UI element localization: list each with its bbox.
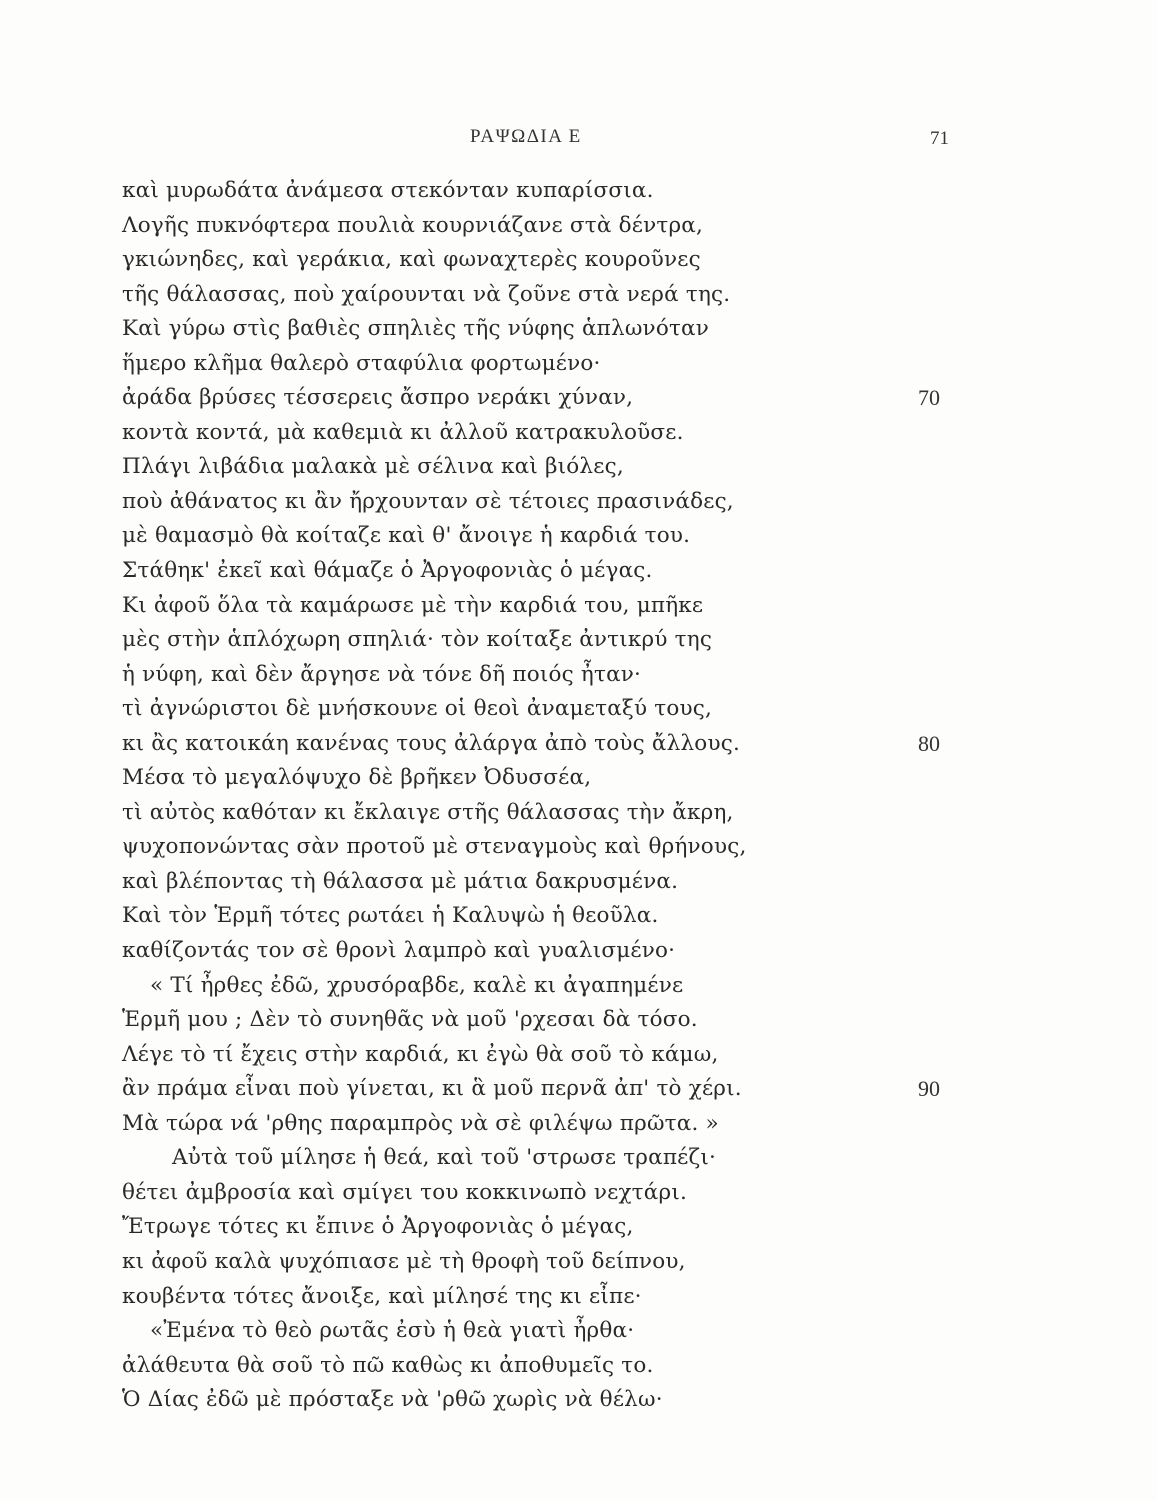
verse-text: μὲ θαμασμὸ θὰ κοίταζε καὶ θ' ἄνοιγε ἡ καρδιά του. [122,523,691,549]
verse-line [0,416,1157,451]
verse-line [0,485,1157,520]
verse-line [0,1038,1157,1073]
verse-text: κοντὰ κοντά, μὰ καθεμιὰ κι ἀλλοῦ κατρακυλοῦσε. [122,419,684,445]
verse-text: « Τί ἦρθες ἐδῶ, χρυσόραβδε, καλὲ κι ἀγαπημένε [150,972,684,998]
verse-text: Καὶ γύρω στὶς βαθιὲς σπηλιὲς τῆς νύφης ἁπλωνόταν [122,316,710,342]
verse-line [0,1349,1157,1384]
verse-line [0,1280,1157,1315]
verse-text: τὶ αὐτὸς καθόταν κι ἔκλαιγε στῆς θάλασσας τὴν ἄκρη, [122,799,734,825]
running-title: ΡΑΨΩΔΙΑ Ε [470,126,582,147]
verse-line [0,589,1157,624]
verse-line [0,830,1157,865]
verse-line [0,450,1157,485]
verse-text: Αὐτὰ τοῦ μίλησε ἡ θεά, καὶ τοῦ 'στρωσε τραπέζι· [172,1145,717,1171]
verse-text: καθίζοντάς τον σὲ θρονὶ λαμπρὸ καὶ γυαλισμένο· [122,938,676,964]
verse-text: Λέγε τὸ τί ἔχεις στὴν καρδιά, κι ἐγὼ θὰ σοῦ τὸ κάμω, [122,1041,719,1067]
verse-line [0,278,1157,313]
verse-text: Ἑρμῆ μου ; Δὲν τὸ συνηθᾶς νὰ μοῦ 'ρχεσαι δὰ τόσο. [122,1007,698,1033]
verse-text: ἀράδα βρύσες τέσσερεις ἄσπρο νεράκι χύναν, [122,385,634,411]
verse-line [0,1245,1157,1280]
verse-line [0,174,1157,209]
verse-line [0,1003,1157,1038]
verse-line [0,381,1157,416]
verse-text: τὶ ἀγνώριστοι δὲ μνήσκουνε οἱ θεοὶ ἀναμεταξύ τους, [122,696,713,722]
verse-text: γκιώνηδες, καὶ γεράκια, καὶ φωναχτερὲς κουροῦνες [122,247,701,273]
verse-text: καὶ μυρωδάτα ἀνάμεσα στεκόνταν κυπαρίσσια. [122,178,654,203]
verse-text: κι ἂς κατοικάη κανένας τους ἀλάργα ἀπὸ τοὺς ἄλλους. [122,730,740,756]
verse-text: κουβέντα τότες ἄνοιξε, καὶ μίλησέ της κι εἶπε· [122,1283,642,1309]
verse-line [0,969,1157,1004]
verse-line [0,519,1157,554]
verse-text: Στάθηκ' ἐκεῖ καὶ θάμαζε ὁ Ἀργοφονιὰς ὁ μέγας. [122,558,653,584]
verse-text: Μέσα τὸ μεγαλόψυχο δὲ βρῆκεν Ὀδυσσέα, [122,765,592,791]
verse-text: τῆς θάλασσας, ποὺ χαίρουνται νὰ ζοῦνε στὰ νερά της. [122,281,731,307]
verse-line [0,865,1157,900]
verse-text: ποὺ ἀθάνατος κι ἂν ἤρχουνταν σὲ τέτοιες πρασινάδες, [122,488,734,514]
verse-text: Ὁ Δίας ἐδῶ μὲ πρόσταξε νὰ 'ρθῶ χωρὶς νὰ θέλω· [122,1387,663,1413]
verse-text: ἡ νύφη, καὶ δὲν ἄργησε νὰ τόνε δῆ ποιός ἦταν· [122,661,642,687]
verse-line [0,1107,1157,1142]
verse-line [0,1314,1157,1349]
verse-text: ἂν πράμα εἶναι ποὺ γίνεται, κι ἃ μοῦ περνᾶ ἀπ' τὸ χέρι. [122,1076,742,1102]
verse-line [0,899,1157,934]
line-number: 70 [918,385,940,411]
verse-text: ψυχοπονώντας σὰν προτοῦ μὲ στεναγμοὺς καὶ θρήνους, [122,834,747,860]
verse-text: Καὶ τὸν Ἑρμῆ τότες ρωτάει ἡ Καλυψὼ ἡ θεοῦλα. [122,903,659,929]
page-number: 71 [930,128,949,149]
verse-line [0,243,1157,278]
verse-line [0,692,1157,727]
verse-line [0,727,1157,762]
verse-line [0,761,1157,796]
line-number: 90 [918,1076,940,1102]
verse-line [0,1176,1157,1211]
verse-text: Ἔτρωγε τότες κι ἔπινε ὁ Ἀργοφονιὰς ὁ μέγας, [122,1214,634,1240]
verse-line [0,658,1157,693]
verse-text: ἀλάθευτα θὰ σοῦ τὸ πῶ καθὼς κι ἀποθυμεῖς το. [122,1352,654,1378]
verse-line [0,1383,1157,1418]
verse-line [0,1072,1157,1107]
verse-line [0,209,1157,244]
verse-line [0,1141,1157,1176]
verse-text: Κι ἀφοῦ ὅλα τὰ καμάρωσε μὲ τὴν καρδιά του, μπῆκε [122,592,704,618]
verse-text: Πλάγι λιβάδια μαλακὰ μὲ σέλινα καὶ βιόλες, [122,454,624,480]
verse-line [0,312,1157,347]
verse-line [0,1210,1157,1245]
verse-line [0,623,1157,658]
verse-line [0,347,1157,382]
verse-text: καὶ βλέποντας τὴ θάλασσα μὲ μάτια δακρυσμένα. [122,868,679,894]
verse-line [0,934,1157,969]
verse-text: θέτει ἀμβροσία καὶ σμίγει του κοκκινωπὸ νεχτάρι. [122,1179,687,1205]
verse-text: μὲς στὴν ἁπλόχωρη σπηλιά· τὸν κοίταξε ἀντικρύ της [122,627,713,653]
verse-text: Μὰ τώρα νά 'ρθης παραμπρὸς νὰ σὲ φιλέψω πρῶτα. » [122,1110,719,1136]
verse-line [0,796,1157,831]
verse-line [0,554,1157,589]
verse-text: κι ἀφοῦ καλὰ ψυχόπιασε μὲ τὴ θροφὴ τοῦ δείπνου, [122,1248,686,1274]
verse-text: Λογῆς πυκνόφτερα πουλιὰ κουρνιάζανε στὰ δέντρα, [122,212,704,238]
verse-text: ἥμερο κλῆμα θαλερὸ σταφύλια φορτωμένο· [122,350,601,376]
verse-text: «Ἐμένα τὸ θεὸ ρωτᾶς ἐσὺ ἡ θεὰ γιατὶ ἦρθα· [150,1318,635,1344]
line-number: 80 [918,730,940,756]
poem-verses [0,174,1157,1418]
running-head [0,126,1157,156]
